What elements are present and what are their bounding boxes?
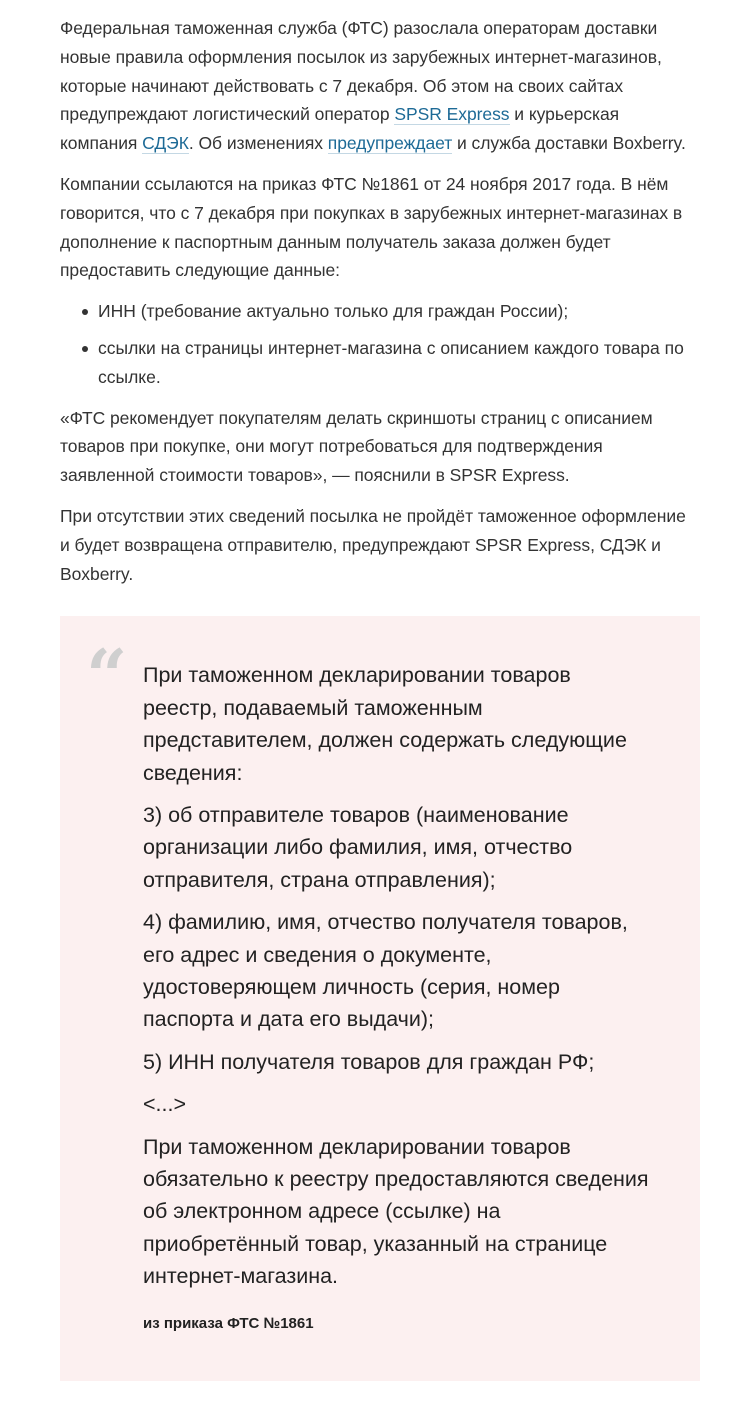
paragraph-order: Компании ссылаются на приказ ФТС №1861 от 24 ноября 2017 года. В нём говорится, что с 7 декабря при покупках в зарубежных интернет-магазинах в дополнение к паспортным данным получатель заказа должен будет предоставить следующие данные: bbox=[60, 173, 683, 281]
quote-ellipsis: <...> bbox=[143, 1092, 187, 1117]
requirements-list bbox=[60, 297, 700, 391]
link-warns[interactable]: предупреждает bbox=[327, 133, 453, 154]
list-item-text: ссылки на страницы интернет-магазина с описанием каждого товара по ссылке. bbox=[98, 337, 684, 387]
blockquote bbox=[60, 616, 700, 1381]
quote-mark-icon: “ bbox=[86, 633, 128, 719]
paragraph-intro bbox=[60, 14, 700, 158]
quote-source: из приказа ФТС №1861 bbox=[143, 1314, 314, 1332]
bullet-dot-icon bbox=[82, 346, 88, 352]
quote-paragraph: 3) об отправителе товаров (наименование организации либо фамилия, имя, отчество отправителя, страна отправления); bbox=[143, 802, 573, 892]
intro-text-3: . Об изменениях bbox=[188, 133, 328, 154]
quote-paragraph: 4) фамилию, имя, отчество получателя товаров, его адрес и сведения о документе, удостоверяющем личность (серия, номер паспорта и дата его выдачи); bbox=[143, 910, 628, 1032]
intro-text-4: и служба доставки Boxberry. bbox=[452, 133, 686, 154]
link-spsr-express[interactable]: SPSR Express bbox=[394, 104, 510, 125]
bullet-dot-icon bbox=[82, 309, 88, 315]
intro-text-1: Федеральная таможенная служба (ФТС) разослала операторам доставки новые правила оформления посылок из зарубежных интернет-магазинов, которые начинают действовать с 7 декабря. Об этом на своих сайтах предупреждают логистический оператор bbox=[60, 18, 662, 125]
link-cdek[interactable]: СДЭК bbox=[142, 133, 189, 154]
quote-paragraph: При таможенном декларировании товаров реестр, подаваемый таможенным представителем, должен содержать следующие сведения: bbox=[143, 663, 627, 785]
quote-paragraph: 5) ИНН получателя товаров для граждан РФ; bbox=[143, 1049, 595, 1074]
paragraph-consequence: При отсутствии этих сведений посылка не пройдёт таможенное оформление и будет возвращена отправителю, предупреждают SPSR Express, СДЭК и Boxberry. bbox=[60, 505, 686, 584]
paragraph-citation: «ФТС рекомендует покупателям делать скриншоты страниц с описанием товаров при покупке, они могут потребоваться для подтверждения заявленной стоимости товаров», — пояснили в SPSR Express. bbox=[60, 407, 653, 486]
intro-text-2: и курьерская компания bbox=[60, 104, 620, 154]
list-item-text: ИНН (требование актуально только для граждан России); bbox=[98, 301, 569, 322]
list-item bbox=[60, 297, 700, 326]
list-item bbox=[60, 334, 700, 392]
article-body bbox=[60, 0, 700, 1381]
quote-paragraph: При таможенном декларировании товаров обязательно к реестру предоставляются сведения об электронном адресе (ссылке) на приобретённый товар, указанный на странице интернет-магазина. bbox=[143, 1134, 649, 1289]
